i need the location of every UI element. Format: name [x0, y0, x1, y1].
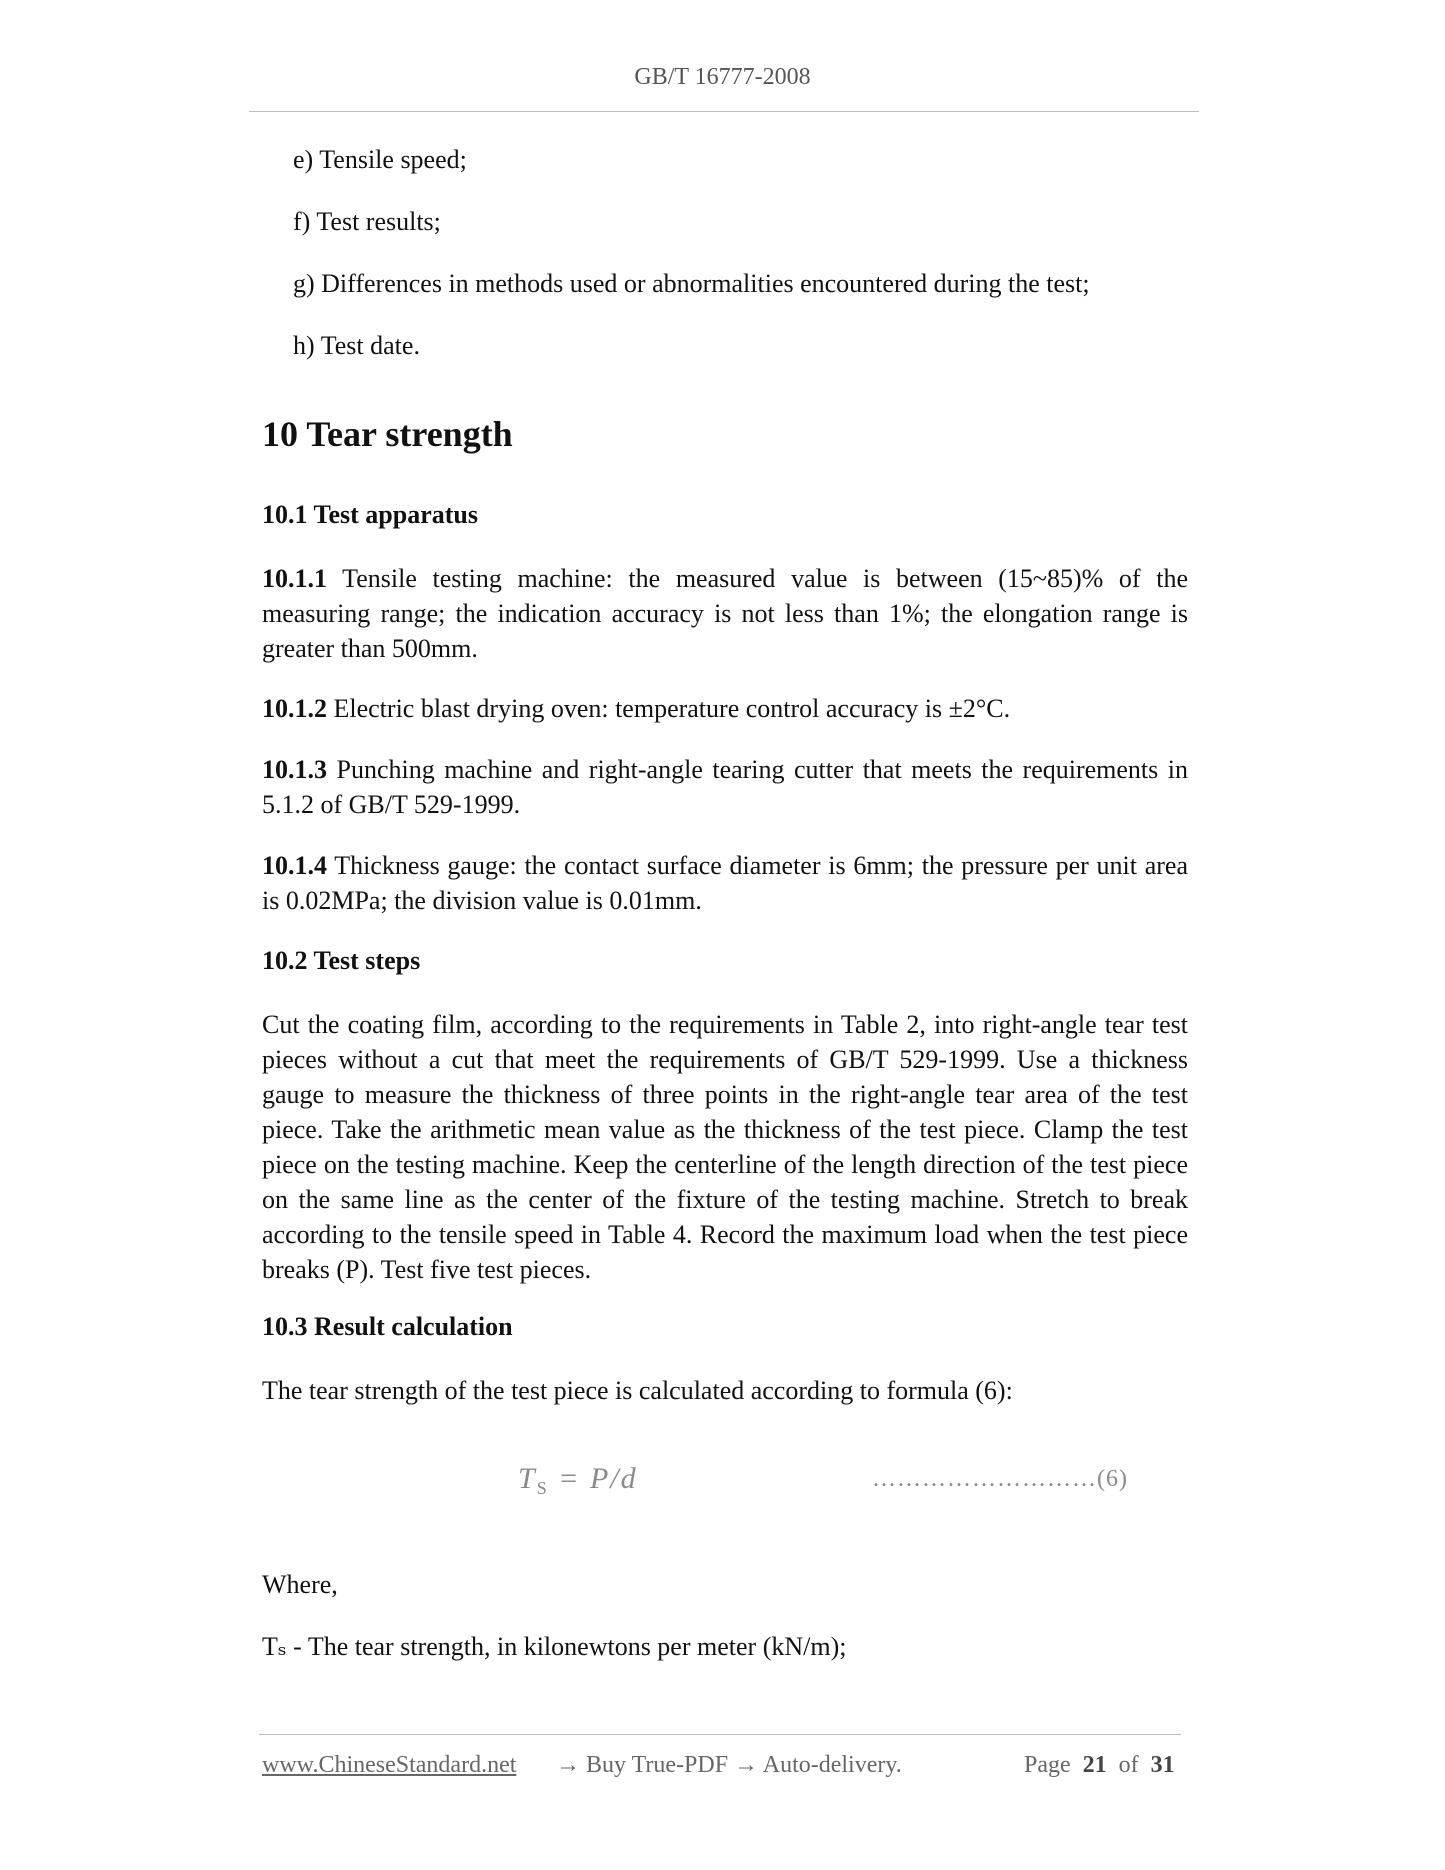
current-page: 21: [1082, 1752, 1107, 1778]
clause-text: Punching machine and right-angle tearing cutter that meets the requirements in 5.1.2 of GB/T 529-1999.: [262, 755, 1188, 819]
subsection-heading-calculation: 10.3 Result calculation: [262, 1312, 513, 1341]
list-item-h: h) Test date.: [293, 331, 420, 360]
of-label: of: [1118, 1752, 1139, 1778]
definition-ts: Tₛ - The tear strength, in kilonewtons per meter (kN/m);: [262, 1632, 847, 1661]
clause-text: Electric blast drying oven: temperature control accuracy is ±2°C.: [327, 694, 1011, 723]
paragraph-10-1-3: [262, 752, 1188, 822]
formula-rhs: = P/d: [548, 1462, 638, 1495]
subsection-heading-steps: 10.2 Test steps: [262, 946, 421, 975]
list-item-g: g) Differences in methods used or abnormalities encountered during the test;: [293, 269, 1090, 298]
footer-divider: [259, 1734, 1181, 1735]
paragraph-10-1-1: [262, 561, 1188, 666]
clause-number: 10.1.4: [262, 851, 327, 880]
formula-6: [518, 1462, 638, 1499]
header-divider: [249, 111, 1199, 112]
clause-number: 10.1.1: [262, 564, 327, 593]
page-number: [1024, 1752, 1175, 1779]
subsection-heading-apparatus: 10.1 Test apparatus: [262, 500, 478, 529]
list-item-f: f) Test results;: [293, 207, 441, 236]
section-heading: 10 Tear strength: [262, 414, 513, 454]
clause-text: Thickness gauge: the contact surface diameter is 6mm; the pressure per unit area is 0.02MPa; the division value is 0.01mm.: [262, 851, 1188, 915]
clause-number: 10.1.2: [262, 694, 327, 723]
list-item-e: e) Tensile speed;: [293, 145, 467, 174]
paragraph-test-steps: Cut the coating film, according to the requirements in Table 2, into right-angle tear test pieces without a cut that meet the requirements of GB/T 529-1999. Use a thickness gauge to measure the thickness of three points in the right-angle tear area of the test piece. Take the arithmetic mean value as the thickness of the test piece. Clamp the test piece on the testing machine. Keep the centerline of the length direction of the test piece on the same line as the center of the fixture of the testing machine. Stretch to break according to the tensile speed in Table 4. Record the maximum load when the test piece breaks (P). Test five test pieces.: [262, 1010, 1188, 1284]
where-label: Where,: [262, 1570, 338, 1599]
formula-subscript: S: [536, 1478, 549, 1498]
page-header-title: GB/T 16777-2008: [634, 64, 811, 90]
clause-number: 10.1.3: [262, 755, 327, 784]
formula-number: ………………………(6): [872, 1466, 1128, 1492]
paragraph-calculation-intro: The tear strength of the test piece is calculated according to formula (6):: [262, 1376, 1013, 1405]
paragraph-10-1-4: [262, 848, 1188, 918]
clause-text: Tensile testing machine: the measured value is between (15~85)% of the measuring range; the indication accuracy is not less than 1%; the elongation range is greater than 500mm.: [262, 564, 1188, 663]
page-label: Page: [1024, 1752, 1071, 1778]
paragraph-10-1-2: [262, 691, 1188, 726]
footer-promo-text: → Buy True-PDF → Auto-delivery.: [556, 1752, 902, 1778]
website-link[interactable]: www.ChineseStandard.net: [262, 1752, 517, 1778]
formula-lhs: T: [518, 1462, 537, 1495]
total-pages: 31: [1150, 1752, 1175, 1778]
